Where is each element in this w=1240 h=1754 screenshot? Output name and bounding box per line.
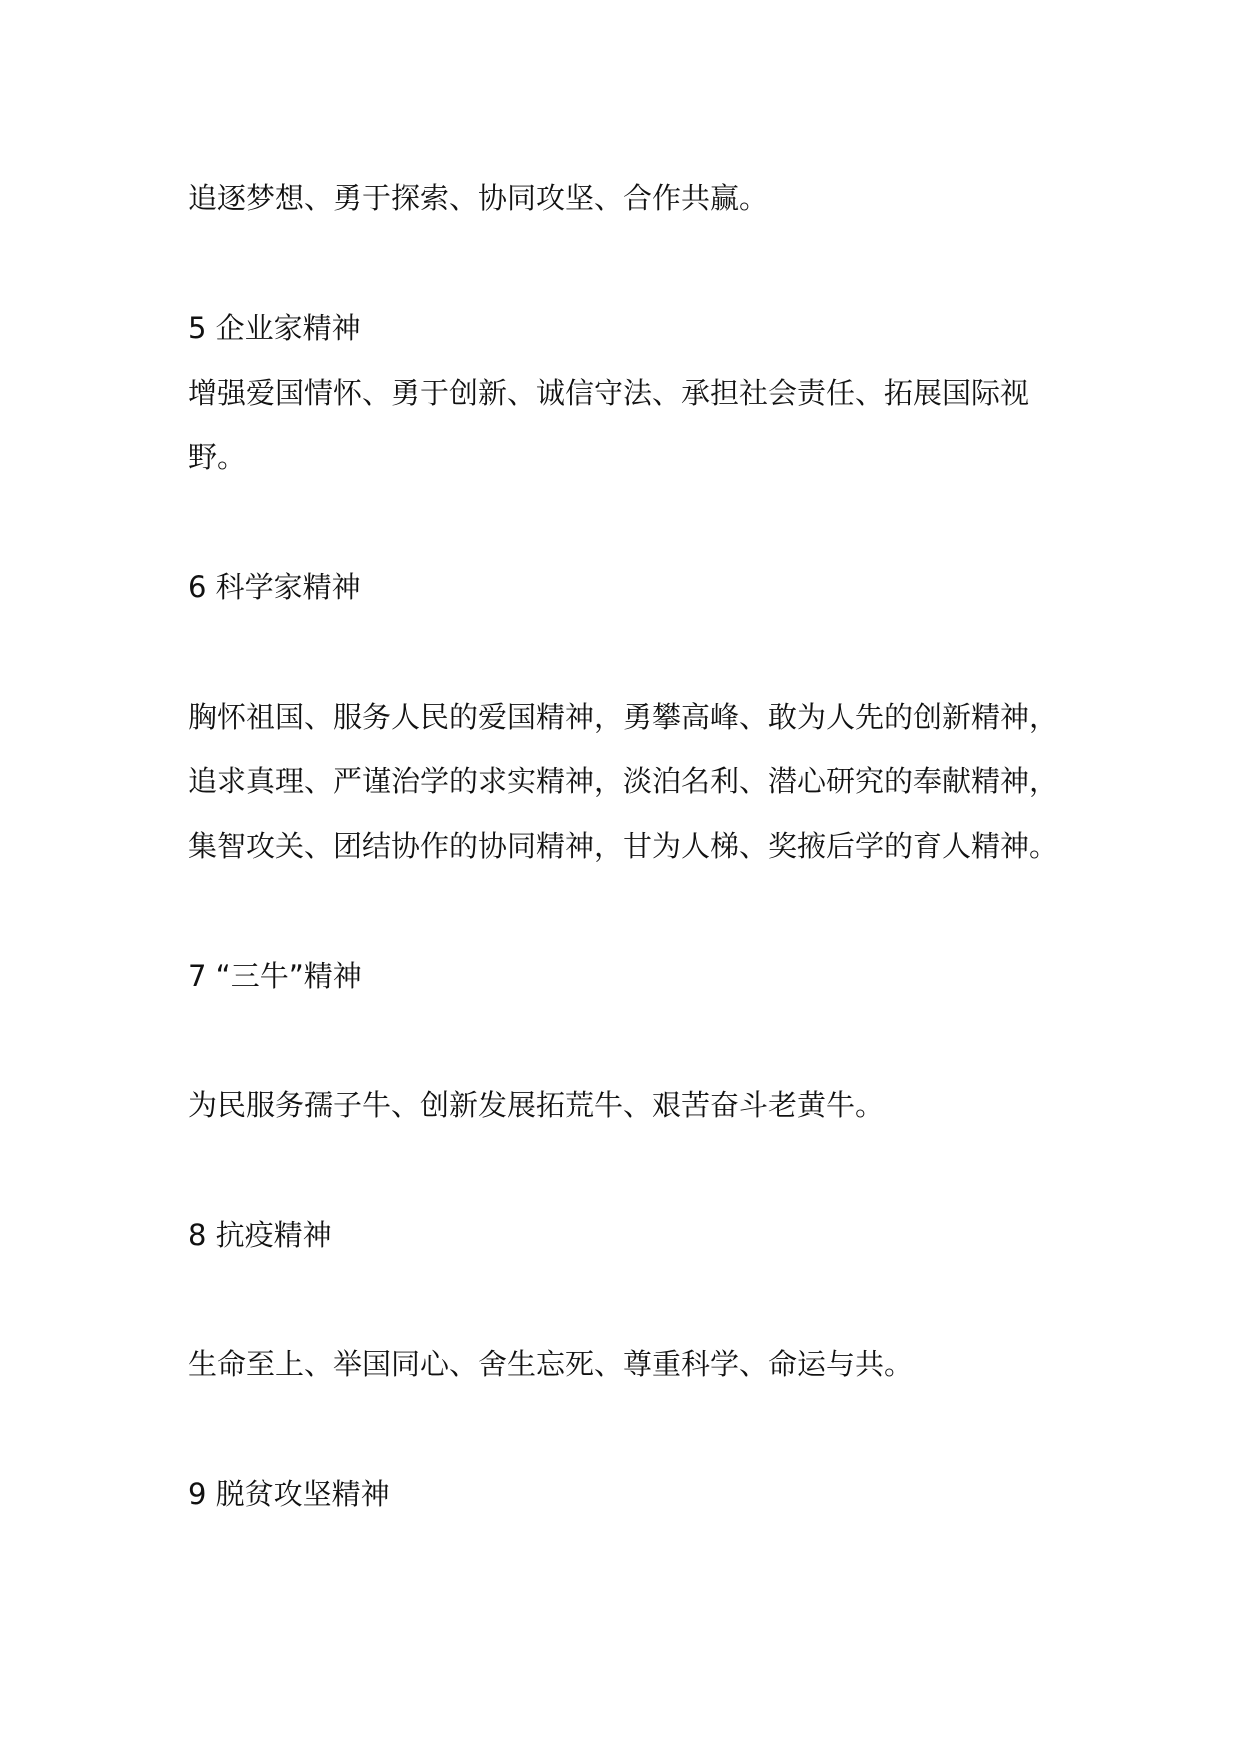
paragraph-text: 野。: [188, 440, 247, 474]
paragraph-text: 胸怀祖国、服务人民的爱国精神，勇攀高峰、敢为人先的创新精神，: [188, 700, 1059, 734]
section-heading: 5 企业家精神: [188, 311, 361, 345]
paragraph-text: 为民服务孺子牛、创新发展拓荒牛、艰苦奋斗老黄牛。: [188, 1088, 885, 1122]
paragraph-text: 生命至上、举国同心、舍生忘死、尊重科学、命运与共。: [188, 1347, 914, 1381]
section-heading: 7 “三牛”精神: [188, 959, 362, 993]
paragraph-text: 追逐梦想、勇于探索、协同攻坚、合作共赢。: [188, 181, 769, 215]
paragraph-text: 增强爱国情怀、勇于创新、诚信守法、承担社会责任、拓展国际视: [188, 376, 1030, 410]
section-heading: 6 科学家精神: [188, 570, 361, 604]
paragraph-text: 追求真理、严谨治学的求实精神，淡泊名利、潜心研究的奉献精神，: [188, 764, 1059, 798]
section-heading: 8 抗疫精神: [188, 1218, 332, 1252]
paragraph-text: 集智攻关、团结协作的协同精神，甘为人梯、奖掖后学的育人精神。: [188, 829, 1059, 863]
section-heading: 9 脱贫攻坚精神: [188, 1477, 390, 1511]
